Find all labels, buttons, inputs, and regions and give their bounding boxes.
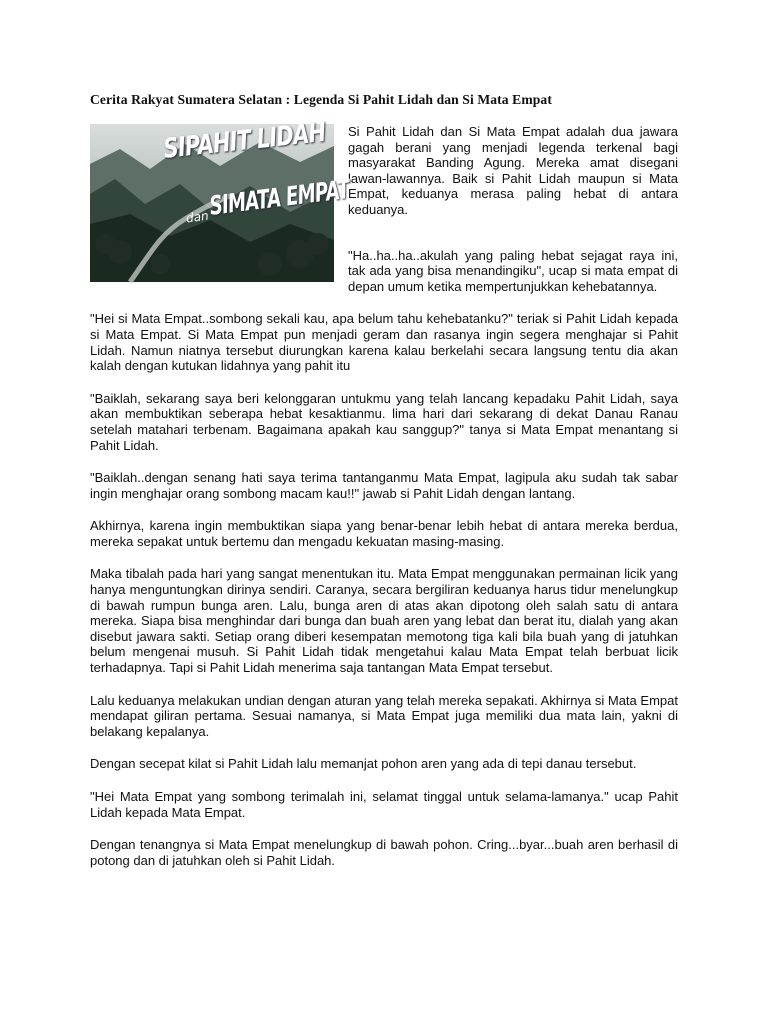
title-card-text-small: dan — [185, 208, 210, 226]
paragraph-9: Dengan secepat kilat si Pahit Lidah lalu memanjat pohon aren yang ada di tepi danau tersebut. — [90, 756, 637, 772]
paragraph-2: "Ha..ha..ha..akulah yang paling hebat sejagat raya ini, tak ada yang bisa menandingiku", ucap si mata empat di depan umum ketika mempertunjukkan kehebatannya. — [348, 247, 678, 294]
paragraph-5: "Baiklah..dengan senang hati saya terima tantanganmu Mata Empat, lagipula aku sudah tak sabar ingin menghajar orang sombong macam kau!!" jawab si Pahit Lidah dengan lantang. — [90, 470, 678, 501]
paragraph-7: Maka tibalah pada hari yang sangat menentukan itu. Mata Empat menggunakan permainan licik yang hanya menguntungkan dirinya sendiri. Caranya, secara bergiliran keduanya harus tidur menelungkup di bawah rumpun bunga aren. Lalu, bunga aren di atas akan dipotong oleh salah satu di antara mereka. Siapa bisa menghindar dari bunga dan buah aren yang lebat dan berat itu, dialah yang akan disebut jawara sakti. Setiap orang diberi kesempatan memotong tiga kali bila buah yang di jatuhkan belum mengenai musuh. Si Pahit Lidah tidak mengetahui kalau Mata Empat telah berbuat licik terhadapnya. Tapi si Pahit Lidah menerima saja tantangan Mata Empat tersebut. — [90, 566, 678, 676]
paragraph-11: Dengan tenangnya si Mata Empat menelungkup di bawah pohon. Cring...byar...buah aren berhasil di potong dan di jatuhkan oleh si Pahit Lidah. — [90, 837, 678, 868]
paragraph-1: Si Pahit Lidah dan Si Mata Empat adalah dua jawara gagah berani yang menjadi legenda terkenal bagi masyarakat Banding Agung. Mereka amat disegani lawan-lawannya. Baik si Pahit Lidah maupun si Mata Empat, keduanya merasa paling hebat di antara keduanya. — [348, 124, 678, 217]
document-title: Cerita Rakyat Sumatera Selatan : Legenda Si Pahit Lidah dan Si Mata Empat — [90, 92, 552, 107]
title-card-text-line1: SIPAHIT LIDAH — [162, 117, 327, 165]
title-card-text-line2: SIMATA EMPAT — [208, 174, 351, 222]
paragraph-6: Akhirnya, karena ingin membuktikan siapa yang benar-benar lebih hebat di antara mereka berdua, mereka sepakat untuk bertemu dan mengadu kekuatan masing-masing. — [90, 518, 678, 549]
paragraph-8: Lalu keduanya melakukan undian dengan aturan yang telah mereka sepakati. Akhirnya si Mata Empat mendapat giliran pertama. Sesuai namanya, si Mata Empat juga memiliki dua mata lain, yakni di belakang kepalanya. — [90, 692, 678, 739]
paragraph-3: "Hei si Mata Empat..sombong sekali kau, apa belum tahu kehebatanku?" teriak si Pahit Lidah kepada si Mata Empat. Si Mata Empat pun menjadi geram dan rasanya ingin segera menghajar si Pahit Lidah. Namun niatnya tersebut diurungkan karena kalau berkelahi secara langsung tentu dia akan kalah dengan kutukan lidahnya yang pahit itu — [90, 311, 678, 374]
intro-section — [90, 117, 678, 294]
title-card-image — [90, 117, 351, 282]
paragraph-10: "Hei Mata Empat yang sombong terimalah ini, selamat tinggal untuk selama-lamanya." ucap Pahit Lidah kepada Mata Empat. — [90, 789, 678, 820]
document-page — [90, 92, 678, 885]
paragraph-4: "Baiklah, sekarang saya beri kelonggaran untukmu yang telah lancang kepadaku Pahit Lidah, saya akan membuktikan seberapa hebat kesaktianmu. lima hari dari sekarang di dekat Danau Ranau setelah matahari terbenam. Bagaimana apakah kau sanggup?" tanya si Mata Empat menantang si Pahit Lidah. — [90, 390, 678, 453]
